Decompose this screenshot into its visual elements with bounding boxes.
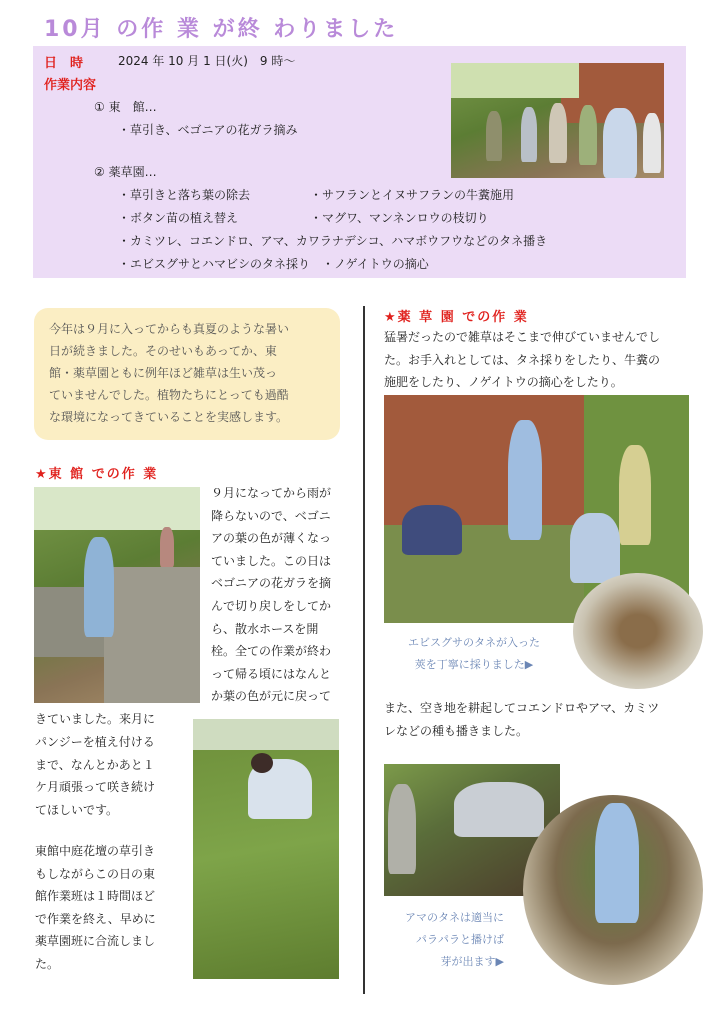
intro-text <box>49 318 331 428</box>
date-value: 2024 年 10 月 1 日(火) 9 時～ <box>118 54 296 68</box>
yakusou-text-2 <box>384 697 694 742</box>
intro-line: 館・薬草園ともに例年ほど雑草は生い茂っ <box>49 366 278 380</box>
text-line: 降らないので、ベゴニ <box>211 508 331 523</box>
text-line: もしながらこの日の東 <box>35 866 156 881</box>
column-divider <box>363 306 365 994</box>
text-line: た。お手入れとしては、タネ採りをしたり、牛糞の <box>384 352 661 367</box>
caption-line: エビスグサのタネが入った <box>408 636 540 649</box>
seed-pod-inset-photo <box>573 573 703 689</box>
caption-line: アマのタネは適当に <box>405 911 504 924</box>
text-line: か葉の色が元に戻って <box>211 689 332 704</box>
item2-row2-right: ・マグワ、マンネンロウの枝切り <box>310 211 489 225</box>
text-line: んで切り戻しをしてか <box>211 598 332 613</box>
text-line: た。 <box>35 956 60 971</box>
text-line: てほしいです。 <box>35 802 119 817</box>
text-line: ９月になってから雨が <box>211 486 332 500</box>
text-line: ら、散水ホースを開 <box>211 621 319 636</box>
text-line: 薬草園班に合流しまし <box>35 934 156 949</box>
item2-line4: ・エビスグサとハマビシのタネ採り ・ノゲイトウの摘心 <box>118 257 429 271</box>
intro-line: 今年は９月に入ってからも真夏のような暑い <box>49 322 290 336</box>
higashi-text-right <box>211 482 347 708</box>
higashi-photo-1 <box>34 487 200 703</box>
item1-line: ・草引き、ベゴニアの花ガラ摘み <box>118 123 298 137</box>
item1-heading: ① 東 館… <box>94 100 157 114</box>
text-line: 施肥をしたり、ノゲイトウの摘心をしたり。 <box>384 375 623 390</box>
text-line: アの葉の色が薄くなっ <box>211 531 332 546</box>
intro-line: 日が続きました。そのせいもあってか、東 <box>49 344 277 358</box>
intro-line: ていませんでした。植物たちにとっても過酷 <box>49 388 289 402</box>
text-line: 東館中庭花壇の草引き <box>35 844 156 858</box>
text-line: って帰る頃にはなんと <box>211 666 332 681</box>
text-line: 猛暑だったので雑草はそこまで伸びていませんでし <box>384 330 661 344</box>
text-line: パンジーを植え付ける <box>35 735 155 749</box>
sowing-oval-photo <box>523 795 703 985</box>
caption-line: 莢を丁寧に採りました▶ <box>414 658 534 671</box>
caption-line: パラパラと播けば <box>416 933 504 946</box>
higashi-heading: ★東 館 での作 業 <box>35 467 159 482</box>
caption-ama <box>392 907 504 973</box>
item2-row1-right: ・サフランとイヌサフランの牛糞施用 <box>310 188 515 202</box>
item2-row2-left: ・ボタン苗の植え替え <box>118 211 239 225</box>
higashi-text-left <box>35 731 185 821</box>
group-photo <box>451 63 664 178</box>
higashi-full-line: きていました。来月に <box>35 712 156 726</box>
yakusou-heading: ★薬 草 園 での作 業 <box>384 310 529 325</box>
text-line: レなどの種も播きました。 <box>384 723 529 738</box>
text-line: ケ月頑張って咲き続け <box>35 780 156 795</box>
caption-line: 芽が出ます▶ <box>440 955 504 968</box>
text-line: 栓。全ての作業が終わ <box>211 644 332 659</box>
text-line: ていました。この日は <box>211 553 332 568</box>
text-line: また、空き地を耕起してコエンドロやアマ、カミツ <box>384 701 660 715</box>
item2-heading: ② 薬草園… <box>94 165 157 179</box>
page-title: 10月 の作 業 が終 わりました <box>44 17 399 42</box>
yakusou-text <box>384 326 694 394</box>
item2-row1-left: ・草引きと落ち葉の除去 <box>118 188 251 202</box>
text-line: ベゴニアの花ガラを摘 <box>211 576 332 591</box>
text-line: まで、なんとかあと１ <box>35 757 155 772</box>
item2-line3: ・カミツレ、コエンドロ、アマ、カワラナデシコ、ハマボウフウなどのタネ播き <box>118 234 548 248</box>
higashi-text-left-2 <box>35 840 185 976</box>
work-content-label: 作業内容 <box>44 78 97 93</box>
text-line: で作業を終え、早めに <box>35 911 156 926</box>
date-label: 日 時 <box>44 56 84 71</box>
caption-ebisugusa <box>396 632 552 676</box>
higashi-photo-2 <box>193 719 339 979</box>
intro-line: な環境になってきていることを実感します。 <box>49 410 289 424</box>
text-line: 館作業班は１時間ほど <box>35 889 156 904</box>
